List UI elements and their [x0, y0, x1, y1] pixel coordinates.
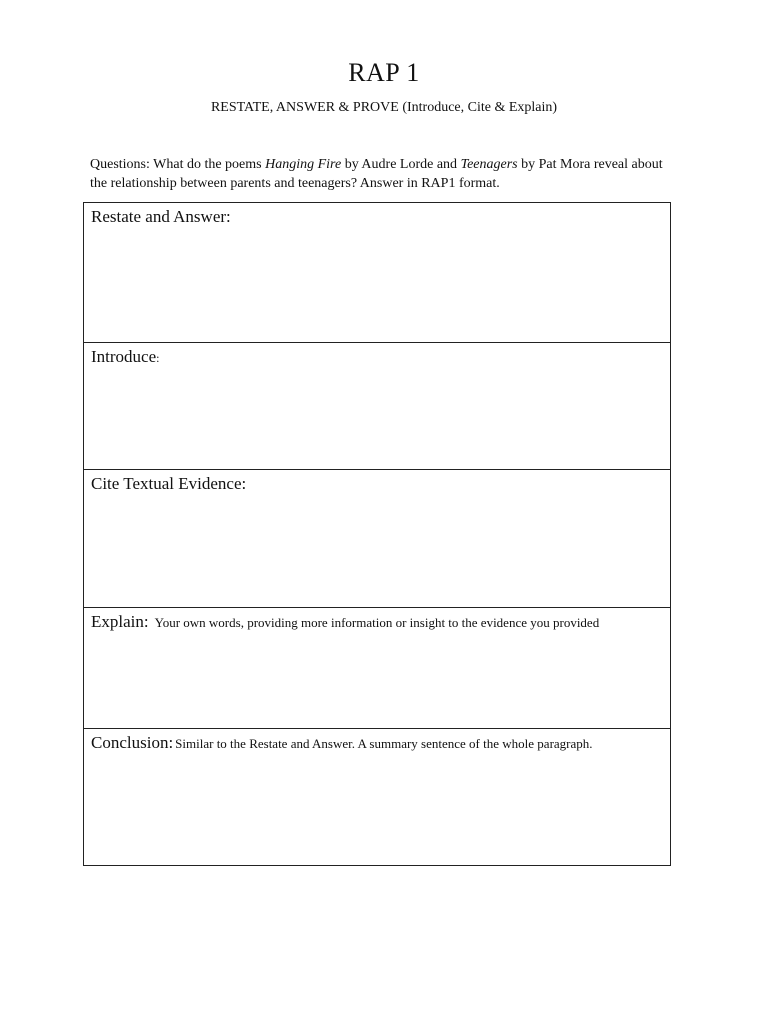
- question-prefix: Questions: What do the poems: [90, 157, 266, 172]
- conclusion-note: Similar to the Restate and Answer. A summary sentence of the whole paragraph.: [175, 736, 593, 751]
- introduce-colon: :: [156, 351, 160, 365]
- poem-title-hanging-fire: Hanging Fire: [265, 157, 342, 172]
- restate-answer-label: Restate and Answer:: [91, 207, 231, 226]
- page-title: RAP 1: [348, 58, 420, 87]
- introduce-label: Introduce: [91, 347, 157, 366]
- cite-evidence-box[interactable]: [84, 470, 670, 608]
- introduce-box[interactable]: [84, 343, 670, 470]
- conclusion-label: Conclusion:: [91, 733, 174, 752]
- question-mid-2: by Pat Mora reveal about the relationship between parents and teenagers? Answer in RAP1 format.: [90, 157, 663, 191]
- question-prompt: [90, 155, 680, 193]
- question-mid-1: by Audre Lorde and: [341, 157, 461, 172]
- explain-note: Your own words, providing more information or insight to the evidence you provided: [154, 615, 600, 630]
- poem-title-teenagers: Teenagers: [460, 157, 518, 172]
- cite-evidence-label: Cite Textual Evidence:: [91, 474, 247, 493]
- restate-answer-box[interactable]: [84, 203, 670, 343]
- rap-table: [83, 202, 671, 866]
- conclusion-box[interactable]: [84, 729, 670, 866]
- explain-label: Explain:: [91, 612, 149, 631]
- explain-box[interactable]: [84, 608, 670, 729]
- page-subtitle: RESTATE, ANSWER & PROVE (Introduce, Cite & Explain): [210, 100, 558, 115]
